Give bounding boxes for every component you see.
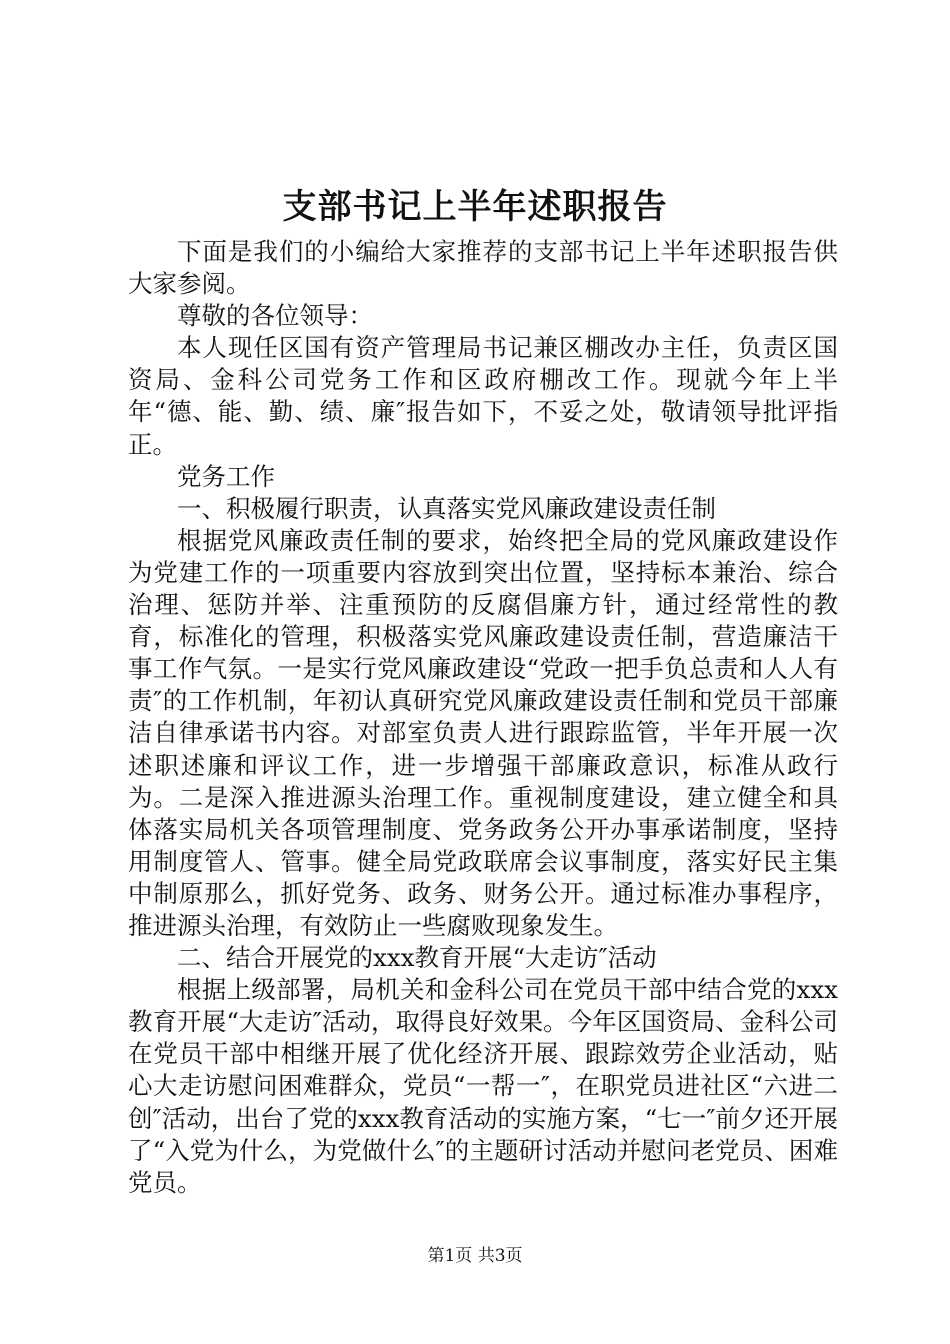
paragraph-self-introduction: 本人现任区国有资产管理局书记兼区棚改办主任，负责区国资局、金科公司党务工作和区政府棚改工作。现就今年上半年“德、能、勤、绩、廉″报告如下，不妥之处，敬请领导批评指正。 <box>128 333 838 459</box>
paragraph-responsibility-system: 根据党风廉政责任制的要求，始终把全局的党风廉政建设作为党建工作的一项重要内容放到突出位置，坚持标本兼治、综合治理、惩防并举、注重预防的反腐倡廉方针，通过经常性的教育，标准化的管理，积极落实党风廉政建设责任制，营造廉洁干事工作气氛。一是实行党风廉政建设“党政一把手负总责和人人有责″的工作机制，年初认真研究党风廉政建设责任制和党员干部廉洁自律承诺书内容。对部室负责人进行跟踪监管，半年开展一次述职述廉和评议工作，进一步增强干部廉政意识，标准从政行为。二是深入推进源头治理工作。重视制度建设，建立健全和具体落实局机关各项管理制度、党务政务公开办事承诺制度，坚持用制度管人、管事。健全局党政联席会议事制度，落实好民主集中制原那么，抓好党务、政务、财务公开。通过标准办事程序，推进源头治理，有效防止一些腐败现象发生。 <box>128 525 838 940</box>
subsection-heading-1: 一、积极履行职责，认真落实党风廉政建设责任制 <box>177 493 716 523</box>
subsection-heading-2: 二、结合开展党的xxx教育开展“大走访″活动 <box>177 943 657 973</box>
document-body <box>128 236 838 1199</box>
page-footer: 第1页 共3页 <box>427 1246 523 1266</box>
document-title: 支部书记上半年述职报告 <box>282 187 668 227</box>
paragraph-intro: 下面是我们的小编给大家推荐的支部书记上半年述职报告供大家参阅。 <box>128 237 838 299</box>
paragraph-salutation: 尊敬的各位领导： <box>177 301 373 331</box>
paragraph-visit-activity: 根据上级部署，局机关和金科公司在党员干部中结合党的xxx教育开展“大走访″活动，取得良好效果。今年区国资局、金科公司在党员干部中相继开展了优化经济开展、跟踪效劳企业活动，贴心大走访慰问困难群众，党员“一帮一″，在职党员进社区“六进二创″活动，出台了党的xxx教育活动的实施方案，“七一″前夕还开展了“入党为什么，为党做什么″的主题研讨活动并慰问老党员、困难党员。 <box>128 975 838 1197</box>
section-heading-party-work: 党务工作 <box>177 461 275 491</box>
